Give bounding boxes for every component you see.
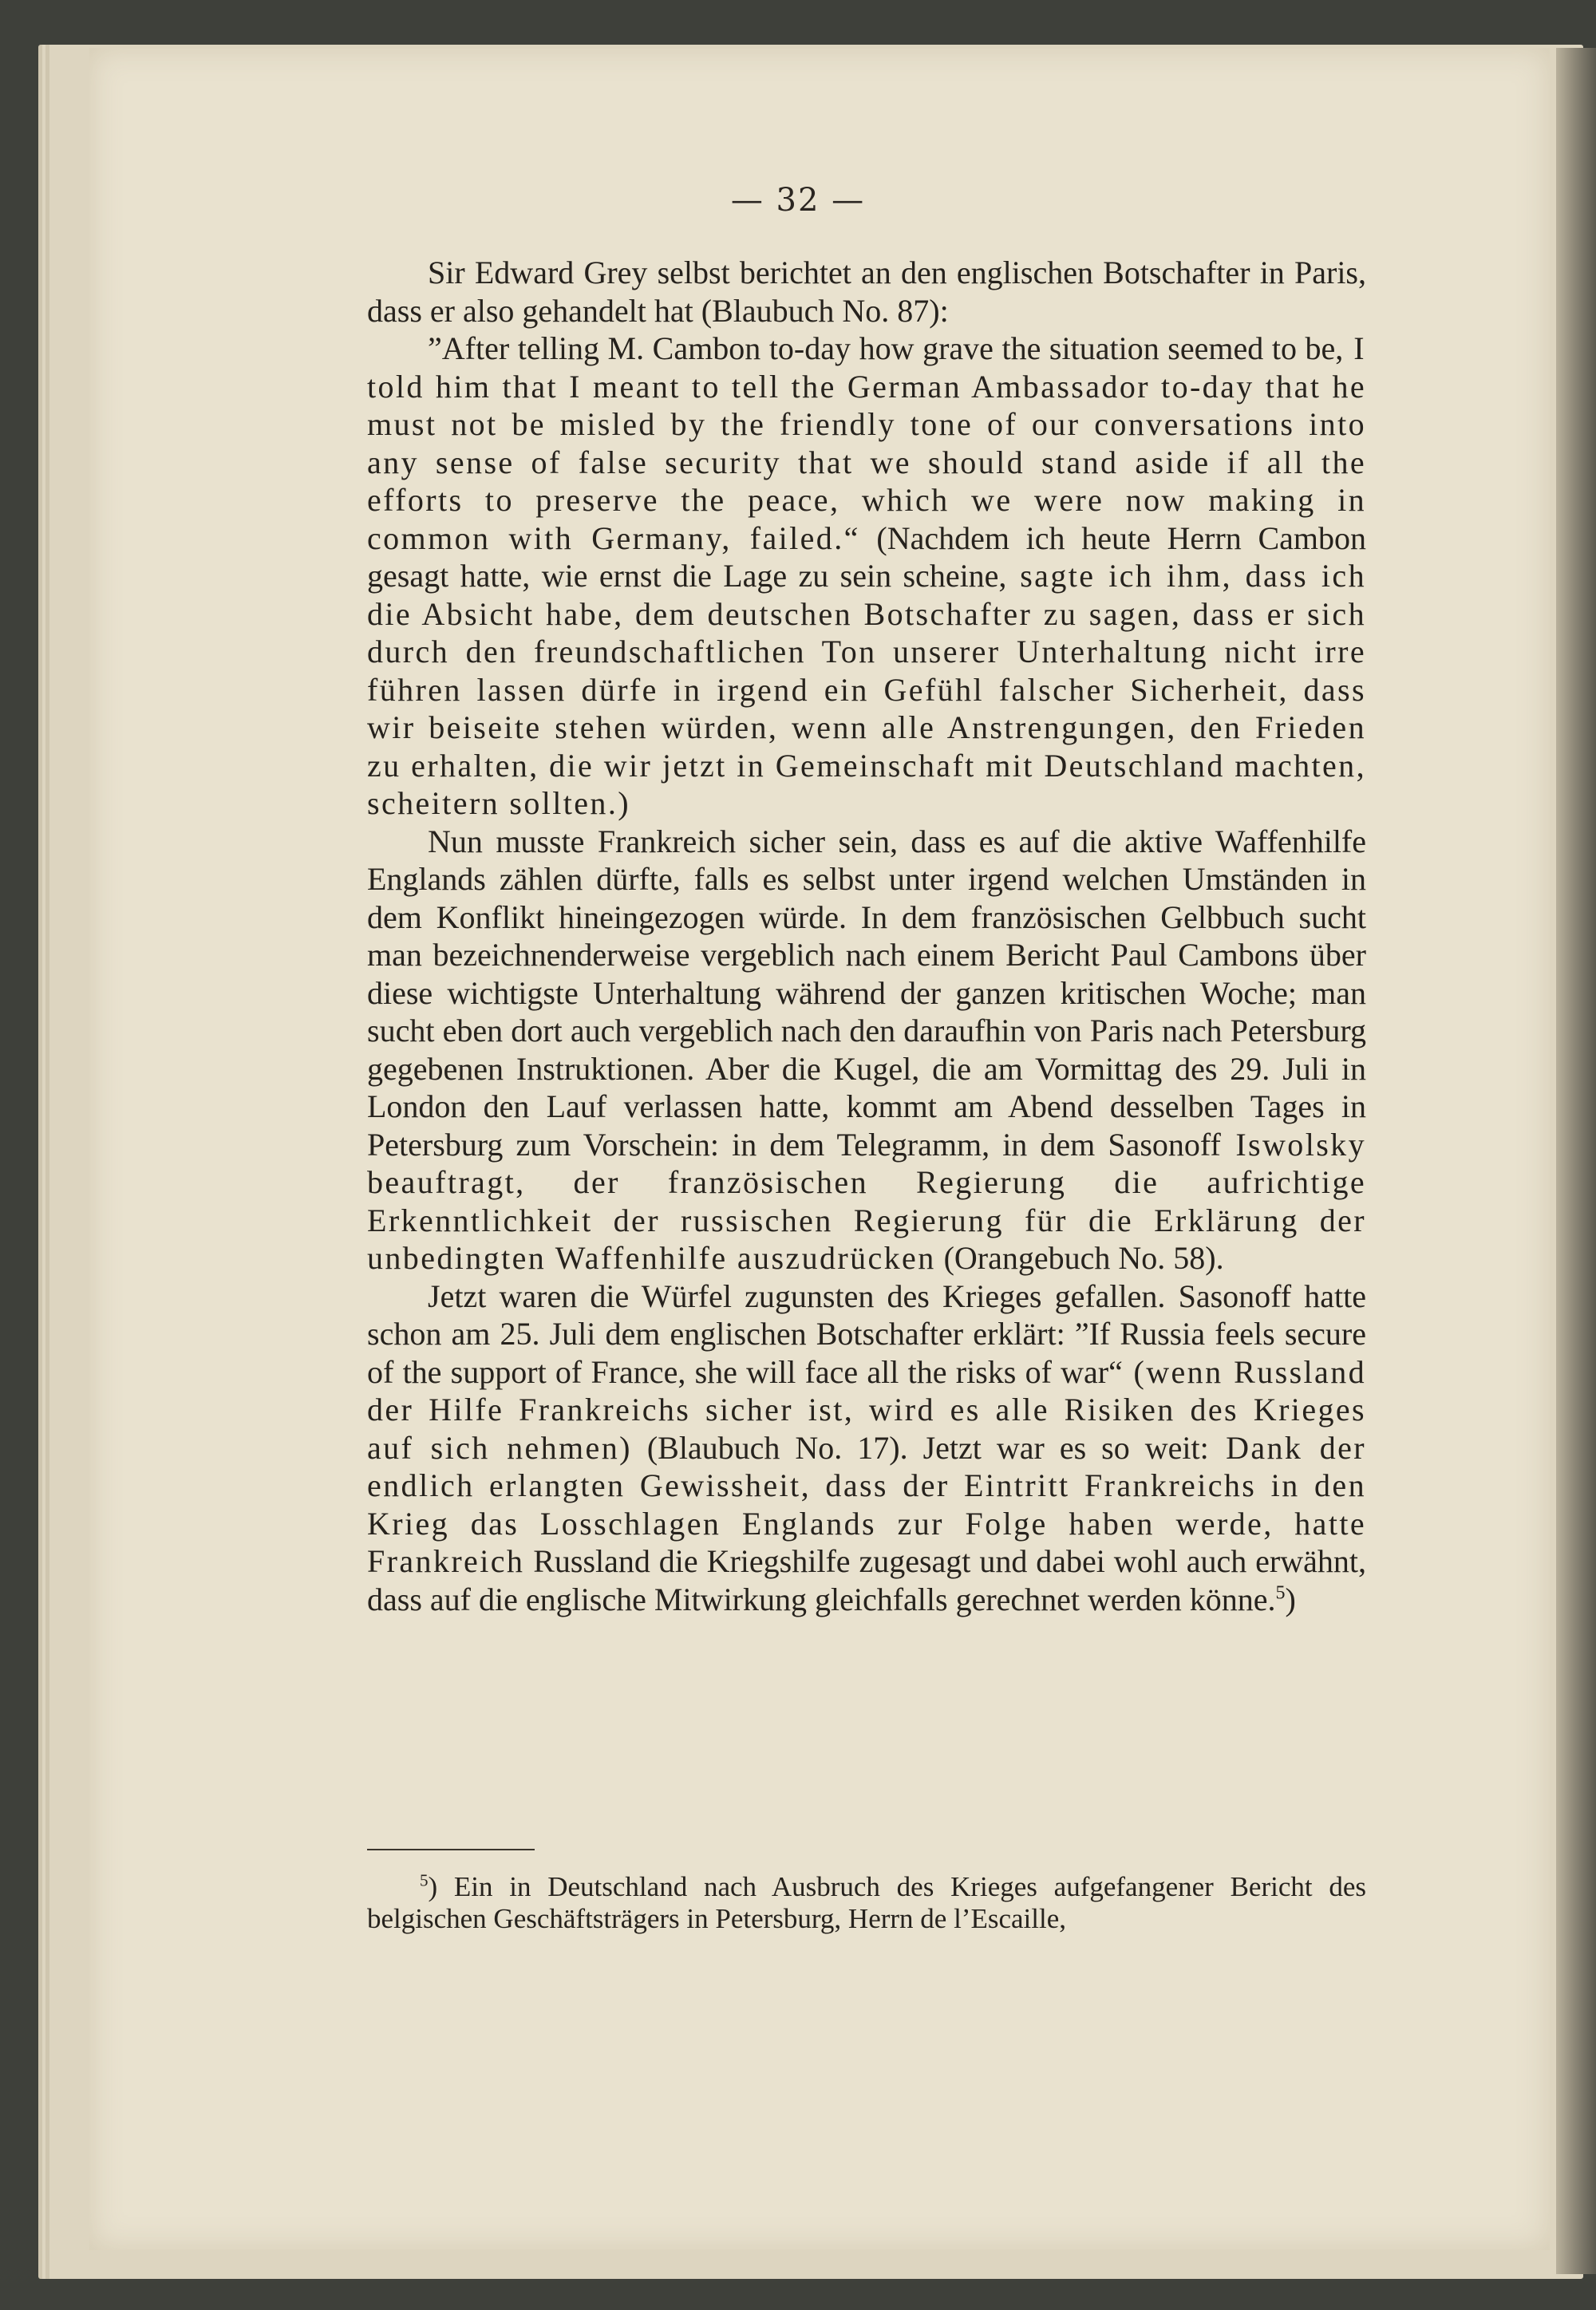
paragraph (367, 823, 1366, 1277)
footnote (367, 1871, 1366, 1935)
text-segment: ”After telling M. Cambon to-day how grave the situation seemed to be, (428, 330, 1344, 366)
text-segment: (Blaubuch No. 17). Jetzt war es so weit: (631, 1429, 1209, 1466)
text-segment: Iswolsky beauftragt, der französischen Regierung die aufrichtige Erkenntlichkeit der russischen Regierung für die Erklärung der unbedingten Waffenhilfe auszudrücken (367, 1126, 1366, 1276)
footnote-marker: 5 (420, 1870, 429, 1890)
footnote-reference: 5 (1275, 1582, 1286, 1604)
text-segment: Jetzt waren die Würfel zugunsten des Krieges gefallen. Sasonoff hatte schon am 25. Juli dem englischen Botschafter erklärt: ”If Russia feels secure of the support of France, she will face all the risks of war“ (367, 1277, 1366, 1390)
paragraph (367, 1277, 1366, 1619)
book-fore-edge (1556, 48, 1596, 2274)
text-segment: Sir Edward Grey selbst berichtet an den englischen Botschafter in Paris, dass er also gehandelt hat (Blaubuch No. 87): (367, 255, 1366, 329)
footnote-separator (367, 1849, 535, 1850)
text-segment: Nun musste Frankreich sicher sein, dass es auf die aktive Waffenhilfe Englands zählen dürfte, falls es selbst unter irgend welchen Umständen in dem Konflikt hineingezogen würde. In dem französischen Gelbbuch sucht man bezeichnenderweise vergeblich nach einem Bericht Paul Cambons über diese wichtigste Unterhaltung während der ganzen kritischen Woche; man sucht eben dort auch vergeblich nach den daraufhin von Paris nach Petersburg gegebenen Instruktionen. Aber die Kugel, die am Vormittag des 29. Juli in London den Lauf verlassen hatte, kommt am Abend desselben Tages in Petersburg zum Vorschein: in dem Telegramm, in dem Sasonoff (367, 823, 1366, 1163)
footnote-text: ) Ein in Deutschland nach Ausbruch des Krieges aufgefangener Bericht des belgischen Geschäftsträgers in Petersburg, Herrn de l’Escaille, (367, 1871, 1366, 1934)
text-segment: (Orangebuch No. 58). (935, 1240, 1224, 1276)
text-segment: (wenn Russland der Hilfe Frankreichs sicher ist, wird es alle Risiken des Krieges auf sich nehmen) (367, 1353, 1367, 1466)
text-segment: Dank der endlich erlangten Gewissheit, dass der Eintritt Frankreichs in den Krieg das Losschlagen Englands zur Folge haben werde, hatte Frankreich (367, 1429, 1366, 1579)
body-text (367, 254, 1366, 1618)
text-segment: Russland die Kriegshilfe zugesagt und dabei wohl auch erwähnt, dass auf die englische Mitwirkung gleichfalls gerechnet werden könne. (367, 1543, 1366, 1617)
text-segment: sagte ich ihm, dass ich die Absicht habe, dem deutschen Botschafter zu sagen, dass er sich durch den freundschaftlichen Ton unserer Unterhaltung nicht irre führen lassen dürfe in irgend ein Gefühl falscher Sicherheit, dass wir beiseite stehen würden, wenn alle Anstrengungen, den Frieden zu erhalten, die wir jetzt in Gemeinschaft mit Deutschland machten, scheitern sollten.) (367, 558, 1366, 821)
text-segment: I told him that I meant to tell the German Ambassador to-day that he must not be misled by the friendly tone of our conversations into any sense of false security that we should stand aside if all the efforts to preserve the peace, which we were now making in common with Germany, failed.“ (367, 330, 1366, 556)
page-number: — 32 — (730, 182, 866, 219)
text-segment: (Nachdem ich heute Herrn Cambon gesagt hatte, wie ernst die Lage zu sein scheine, (367, 519, 1366, 594)
paragraph (367, 254, 1366, 330)
paragraph (367, 330, 1366, 823)
text-segment: ) (1285, 1581, 1296, 1617)
